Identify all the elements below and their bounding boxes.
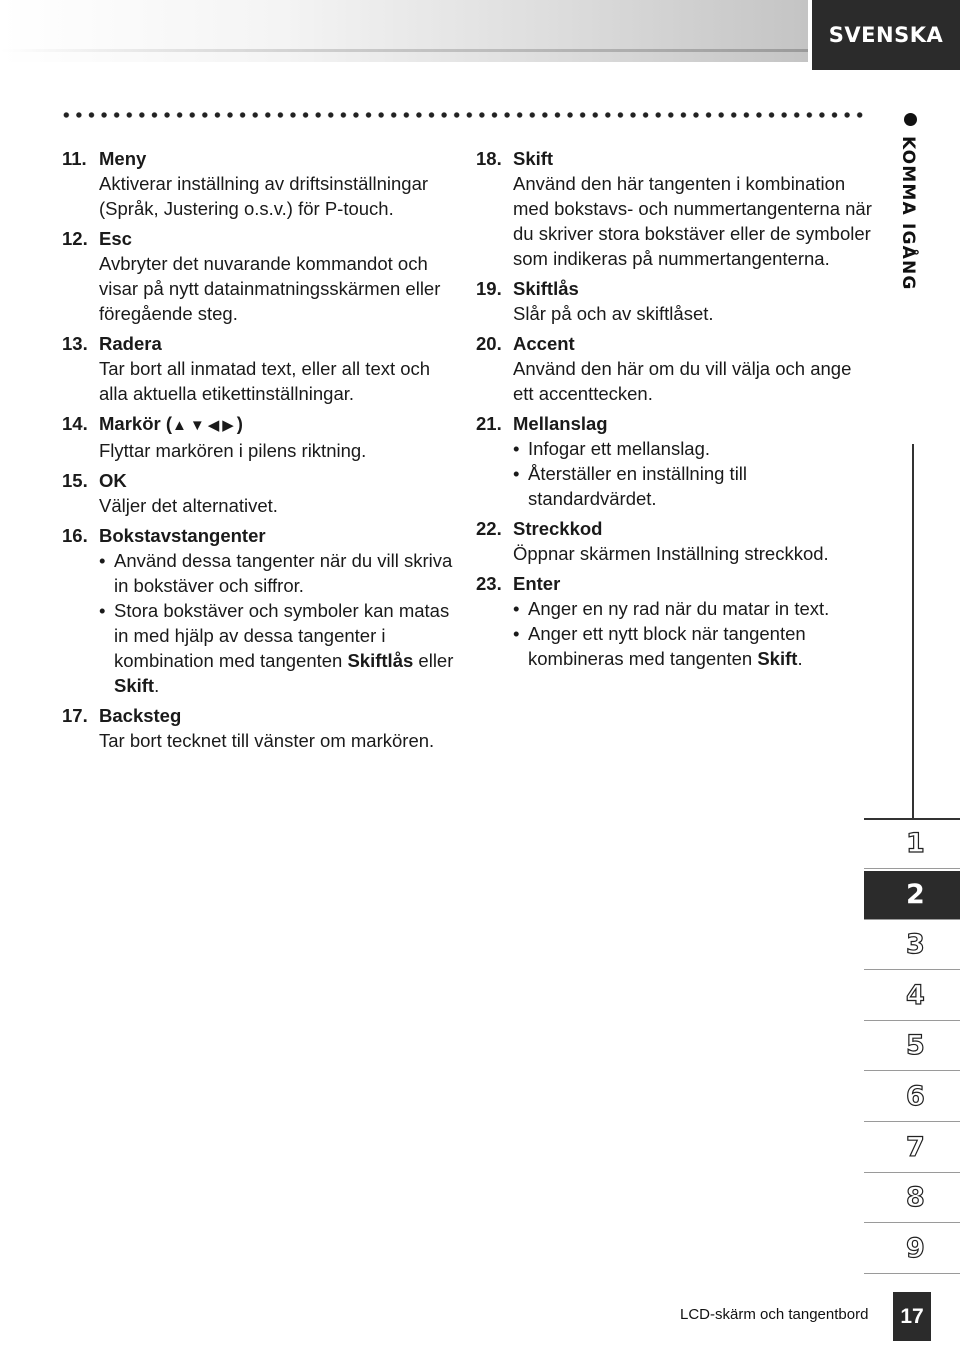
item-number: 18. <box>476 148 502 169</box>
item-title: OK <box>99 470 127 491</box>
item-number: 21. <box>476 413 502 434</box>
item-description: Tar bort tecknet till vänster om markören. <box>99 730 435 751</box>
item-number: 20. <box>476 333 502 354</box>
chapter-tab-number: 8 <box>906 1182 925 1214</box>
item-title: Streckkod <box>513 518 603 539</box>
bullet-text: . <box>154 675 160 696</box>
list-item <box>62 411 462 463</box>
bullet-text: . <box>797 648 803 669</box>
item-title-text: Markör ( <box>99 413 172 434</box>
chapter-tab-number: 6 <box>906 1080 925 1112</box>
list-item <box>62 523 462 698</box>
language-tab: SVENSKA <box>812 0 960 70</box>
item-title: Backsteg <box>99 705 182 726</box>
page-number: 17 <box>893 1292 931 1341</box>
item-number: 16. <box>62 525 88 546</box>
chapter-tab-4[interactable] <box>864 972 960 1021</box>
bullet-item: • Återställer en inställning till standardvärdet. <box>513 461 876 511</box>
bullet-list <box>513 596 876 671</box>
item-description: Aktiverar inställning av driftsinställningar (Språk, Justering o.s.v.) för P-touch. <box>99 173 429 219</box>
list-item <box>476 516 876 566</box>
item-number: 12. <box>62 228 88 249</box>
bullet-item <box>513 621 876 671</box>
chapter-tabs <box>864 820 960 1275</box>
item-description: Avbryter det nuvarande kommandot och visar på nytt datainmatningsskärmen eller föregående steg. <box>99 253 441 324</box>
item-description: Öppnar skärmen Inställning streckkod. <box>513 543 829 564</box>
item-number: 11. <box>62 148 87 169</box>
section-bullet-icon <box>904 113 917 126</box>
chapter-tab-number: 7 <box>906 1131 925 1163</box>
item-number: 23. <box>476 573 502 594</box>
section-title: KOMMA IGÅNG <box>898 136 918 291</box>
item-description: Använd den här tangenten i kombination med bokstavs- och nummertangenterna när du skriver stora bokstäver eller de symboler som indikeras på nummertangenterna. <box>513 173 872 269</box>
chapter-tab-number: 9 <box>906 1232 925 1264</box>
list-item <box>476 571 876 671</box>
key-name: Skiftlås <box>347 650 414 671</box>
bullet-text: Anger ett nytt block när tangenten kombineras med tangenten <box>528 623 806 669</box>
chapter-tab-number: 3 <box>906 929 925 961</box>
chapter-tab-1[interactable] <box>864 820 960 869</box>
item-number: 14. <box>62 413 88 434</box>
chapter-tab-3[interactable] <box>864 921 960 970</box>
item-title: Accent <box>513 333 575 354</box>
item-description: Använd den här om du vill välja och ange ett accenttecken. <box>513 358 852 404</box>
header-gradient-band <box>0 0 808 62</box>
item-title: Esc <box>99 228 132 249</box>
footer-chapter-title: LCD-skärm och tangentbord <box>680 1306 869 1323</box>
dotted-divider <box>60 109 868 121</box>
item-title: Mellanslag <box>513 413 608 434</box>
item-title: Radera <box>99 333 162 354</box>
item-title: Skiftlås <box>513 278 579 299</box>
bullet-text: eller <box>413 650 454 671</box>
chapter-tab-number: 5 <box>906 1030 925 1062</box>
item-description: Flyttar markören i pilens riktning. <box>99 440 367 461</box>
item-number: 15. <box>62 470 88 491</box>
bullet-item <box>99 598 462 698</box>
bullet-list <box>513 436 876 511</box>
chapter-tab-number: 4 <box>906 979 925 1011</box>
chapter-tab-8[interactable] <box>864 1174 960 1223</box>
chapter-tab-7[interactable] <box>864 1124 960 1173</box>
item-title-end: ) <box>236 413 243 434</box>
list-item <box>62 703 462 753</box>
chapter-tab-number: 1 <box>906 828 925 859</box>
list-item <box>476 411 876 511</box>
item-description: Väljer det alternativet. <box>99 495 278 516</box>
item-title: Skift <box>513 148 554 169</box>
key-name: Skift <box>757 648 798 669</box>
key-name: Skift <box>114 675 155 696</box>
chapter-tab-6[interactable] <box>864 1073 960 1122</box>
item-title: Enter <box>513 573 561 594</box>
chapter-tab-number: 2 <box>906 878 925 910</box>
bullet-text: Stora bokstäver och symboler kan matas in med hjälp av dessa tangenter i kombination med tangenten <box>114 600 450 671</box>
right-column <box>476 146 876 676</box>
item-title: Meny <box>99 148 147 169</box>
list-item <box>62 468 462 518</box>
item-description: Slår på och av skiftlåset. <box>513 303 714 324</box>
arrow-keys-icon: ▲▼◀▶ <box>172 417 237 434</box>
list-item <box>476 331 876 406</box>
bullet-item: • Använd dessa tangenter när du vill skriva in bokstäver och siffror. <box>99 548 462 598</box>
item-number: 13. <box>62 333 88 354</box>
list-item <box>476 146 876 271</box>
list-item <box>62 331 462 406</box>
side-rule <box>912 444 914 820</box>
chapter-tab-2[interactable] <box>864 871 960 920</box>
item-number: 17. <box>62 705 88 726</box>
left-column <box>62 146 462 758</box>
chapter-tab-5[interactable] <box>864 1022 960 1071</box>
item-title: Bokstavstangenter <box>99 525 266 546</box>
bullet-item: • Anger en ny rad när du matar in text. <box>513 596 876 621</box>
list-item <box>62 146 462 221</box>
bullet-list <box>99 548 462 698</box>
chapter-tab-9[interactable] <box>864 1225 960 1274</box>
list-item <box>476 276 876 326</box>
item-title <box>99 411 462 438</box>
item-number: 22. <box>476 518 502 539</box>
list-item <box>62 226 462 326</box>
item-number: 19. <box>476 278 502 299</box>
bullet-item: • Infogar ett mellanslag. <box>513 436 876 461</box>
item-description: Tar bort all inmatad text, eller all text och alla aktuella etikettinställningar. <box>99 358 431 404</box>
